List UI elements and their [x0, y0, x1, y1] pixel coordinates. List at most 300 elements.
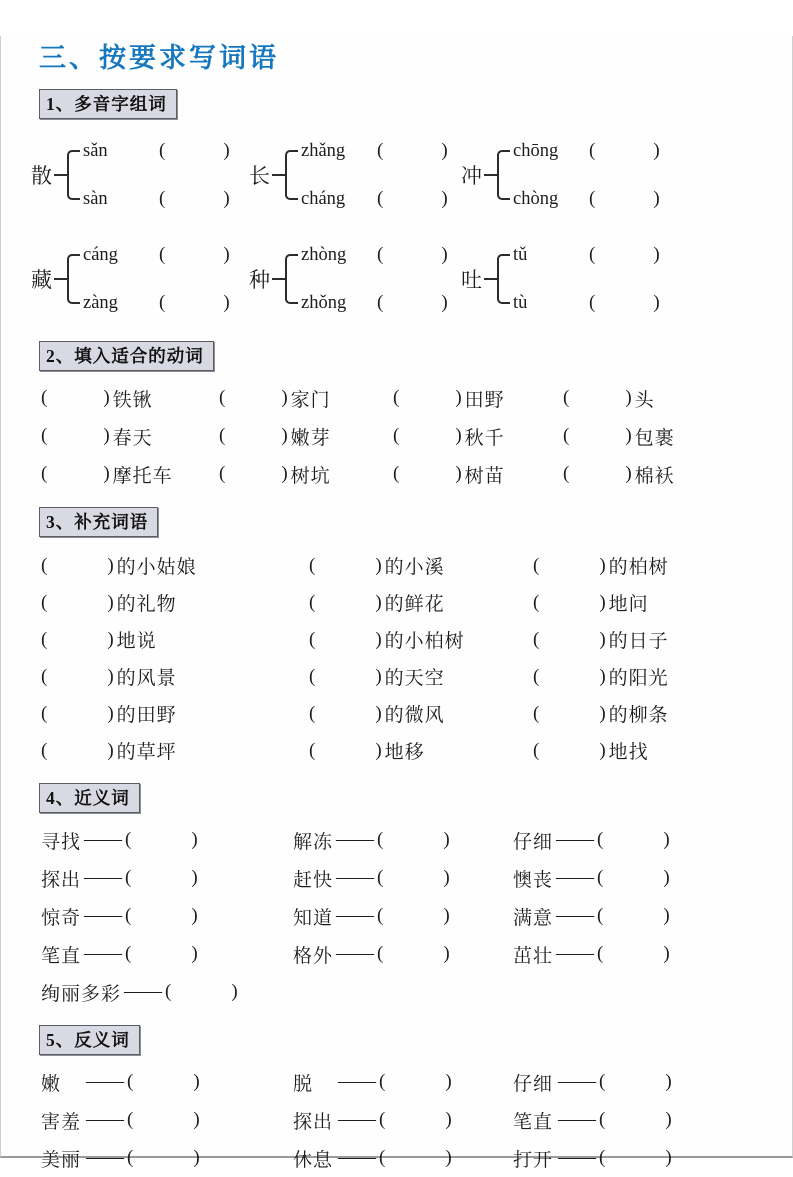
dash-separator: —— — [336, 905, 375, 926]
open-paren: ( — [377, 943, 384, 964]
dash-separator: —— — [84, 943, 123, 964]
blank-gap — [315, 639, 375, 640]
phrase-item — [309, 547, 533, 584]
polyphone-character: 种 — [249, 268, 270, 292]
phrase-text: 的小姑娘 — [116, 557, 197, 578]
phrase-text: 地说 — [116, 631, 157, 652]
close-paren: ) — [375, 628, 382, 650]
reading-row — [83, 127, 230, 175]
reading-row — [83, 175, 230, 223]
brace-connector — [484, 278, 497, 280]
dash-separator: —— — [556, 829, 595, 850]
verb-item — [41, 379, 219, 417]
open-paren: ( — [159, 140, 166, 161]
dash-separator: —— — [336, 943, 375, 964]
phrase-text: 的草坪 — [116, 742, 177, 763]
synonym-word: 解冻 — [293, 831, 334, 853]
answer-blank — [377, 188, 448, 210]
blank-gap — [47, 750, 107, 751]
antonym-item — [293, 1101, 513, 1139]
blank-gap — [539, 676, 599, 677]
open-paren: ( — [127, 1109, 134, 1130]
open-paren: ( — [125, 829, 132, 850]
open-paren: ( — [589, 188, 596, 209]
open-paren: ( — [41, 665, 48, 687]
antonym-item — [513, 1063, 792, 1101]
synonym-item — [513, 897, 792, 935]
synonym-item — [293, 821, 513, 859]
open-paren: ( — [159, 188, 166, 209]
answer-blank — [309, 703, 382, 725]
reading-row — [83, 231, 230, 279]
phrase-text: 的田野 — [116, 705, 177, 726]
open-paren: ( — [533, 665, 540, 687]
answer-blank — [533, 740, 606, 762]
blank-gap — [383, 840, 443, 841]
reading-row — [513, 127, 660, 175]
close-paren: ) — [599, 739, 606, 761]
answer-blank — [589, 140, 660, 162]
antonym-item — [41, 1101, 293, 1139]
answer-blank — [125, 867, 198, 889]
synonym-item — [41, 935, 293, 973]
phrase-item — [41, 584, 309, 621]
synonym-item — [293, 859, 513, 897]
open-paren: ( — [309, 702, 316, 724]
open-paren: ( — [219, 463, 226, 484]
verb-item — [393, 417, 563, 455]
verb-noun: 家门 — [290, 389, 331, 411]
close-paren: ) — [625, 387, 632, 408]
close-paren: ) — [663, 905, 670, 926]
synonym-word: 仔细 — [513, 831, 554, 853]
dash-separator: —— — [558, 1071, 596, 1092]
open-paren: ( — [125, 867, 132, 888]
antonym-item — [41, 1063, 293, 1101]
phrase-item — [41, 732, 309, 769]
blank-gap — [315, 750, 375, 751]
pinyin-label: cáng — [83, 244, 118, 265]
answer-blank — [599, 1109, 672, 1131]
answer-blank — [377, 829, 450, 851]
synonym-word: 笔直 — [41, 945, 82, 967]
blank-gap — [385, 1082, 445, 1083]
blank-gap — [539, 639, 599, 640]
antonyms-grid — [41, 1063, 792, 1177]
blank-gap — [165, 151, 223, 152]
answer-blank — [41, 463, 110, 485]
open-paren: ( — [377, 292, 384, 313]
open-paren: ( — [597, 867, 604, 888]
open-paren: ( — [127, 1147, 134, 1168]
answer-blank — [589, 244, 660, 266]
blank-gap — [165, 303, 223, 304]
answer-blank — [159, 292, 230, 314]
answer-blank — [599, 1147, 672, 1169]
phrase-item — [533, 695, 792, 732]
close-paren: ) — [599, 591, 606, 613]
answer-blank — [597, 905, 670, 927]
close-paren: ) — [223, 244, 230, 265]
open-paren: ( — [127, 1071, 134, 1092]
answer-blank — [219, 387, 288, 409]
answer-blank — [379, 1109, 452, 1131]
section-heading-polyphone: 1、多音字组词 — [39, 89, 177, 119]
open-paren: ( — [41, 739, 48, 761]
brace-bracket — [67, 231, 230, 327]
answer-blank — [41, 740, 114, 762]
phrase-item — [309, 658, 533, 695]
open-paren: ( — [393, 463, 400, 484]
open-paren: ( — [377, 244, 384, 265]
blank-gap — [131, 840, 191, 841]
antonym-item — [513, 1139, 792, 1177]
verb-noun: 棉袄 — [634, 465, 675, 487]
close-paren: ) — [193, 1147, 200, 1168]
synonym-word: 探出 — [41, 869, 82, 891]
blank-gap — [399, 474, 455, 475]
answer-blank — [41, 666, 114, 688]
open-paren: ( — [393, 425, 400, 446]
polyphone-character: 散 — [31, 164, 52, 188]
phrase-item — [41, 695, 309, 732]
close-paren: ) — [103, 387, 110, 408]
antonym-word: 嫩 — [41, 1073, 62, 1095]
open-paren: ( — [533, 554, 540, 576]
answer-blank — [41, 629, 114, 651]
answer-blank — [377, 244, 448, 266]
blank-gap — [605, 1158, 665, 1159]
open-paren: ( — [309, 628, 316, 650]
dash-separator: —— — [336, 829, 375, 850]
dash-separator: —— — [124, 981, 163, 1002]
verb-noun: 树坑 — [290, 465, 331, 487]
phrase-item — [41, 658, 309, 695]
phrase-text: 的天空 — [384, 668, 445, 689]
answer-blank — [393, 463, 462, 485]
open-paren: ( — [309, 554, 316, 576]
close-paren: ) — [107, 665, 114, 687]
polyphone-group — [461, 127, 792, 223]
blank-gap — [605, 1082, 665, 1083]
blank-gap — [595, 303, 653, 304]
answer-blank — [309, 666, 382, 688]
close-paren: ) — [445, 1071, 452, 1092]
polyphone-group — [461, 231, 792, 327]
antonym-item — [293, 1139, 513, 1177]
brace-bracket — [67, 127, 230, 223]
brace-bracket — [497, 127, 660, 223]
polyphone-character: 长 — [249, 164, 270, 188]
answer-blank — [41, 592, 114, 614]
phrase-item — [533, 658, 792, 695]
synonyms-grid — [41, 821, 792, 1011]
open-paren: ( — [41, 463, 48, 484]
open-paren: ( — [41, 425, 48, 446]
close-paren: ) — [375, 739, 382, 761]
dash-separator: —— — [556, 867, 595, 888]
blank-gap — [47, 565, 107, 566]
blank-gap — [47, 436, 103, 437]
close-paren: ) — [281, 463, 288, 484]
open-paren: ( — [377, 829, 384, 850]
answer-blank — [125, 943, 198, 965]
verb-noun: 嫩芽 — [290, 427, 331, 449]
verb-item — [563, 379, 792, 417]
polyphone-group — [249, 127, 461, 223]
answer-blank — [41, 555, 114, 577]
verb-item — [219, 379, 393, 417]
answer-blank — [127, 1071, 200, 1093]
answer-blank — [379, 1071, 452, 1093]
verb-noun: 摩托车 — [112, 465, 173, 487]
close-paren: ) — [191, 905, 198, 926]
synonym-item — [293, 935, 513, 973]
open-paren: ( — [597, 943, 604, 964]
answer-blank — [377, 943, 450, 965]
brace-connector — [272, 174, 285, 176]
close-paren: ) — [107, 554, 114, 576]
answer-blank — [127, 1109, 200, 1131]
close-paren: ) — [223, 188, 230, 209]
answer-blank — [533, 703, 606, 725]
phrase-text: 的柳条 — [608, 705, 669, 726]
blank-gap — [315, 676, 375, 677]
reading-row — [83, 279, 230, 327]
open-paren: ( — [599, 1071, 606, 1092]
blank-gap — [383, 255, 441, 256]
phrase-text: 的柏树 — [608, 557, 669, 578]
reading-row — [513, 231, 660, 279]
answer-blank — [597, 867, 670, 889]
open-paren: ( — [393, 387, 400, 408]
synonym-word: 惊奇 — [41, 907, 82, 929]
blank-gap — [383, 878, 443, 879]
open-paren: ( — [563, 425, 570, 446]
open-paren: ( — [41, 554, 48, 576]
close-paren: ) — [653, 188, 660, 209]
phrase-item — [309, 695, 533, 732]
open-paren: ( — [219, 387, 226, 408]
open-paren: ( — [533, 628, 540, 650]
brace-connector — [54, 278, 67, 280]
answer-blank — [589, 292, 660, 314]
blank-gap — [47, 602, 107, 603]
blank-gap — [47, 398, 103, 399]
answer-blank — [377, 867, 450, 889]
blank-gap — [47, 676, 107, 677]
blank-gap — [315, 565, 375, 566]
phrase-text: 地找 — [608, 742, 649, 763]
pinyin-label: chōng — [513, 140, 559, 161]
open-paren: ( — [533, 591, 540, 613]
close-paren: ) — [441, 244, 448, 265]
close-paren: ) — [599, 554, 606, 576]
close-paren: ) — [223, 292, 230, 313]
synonym-word: 赶快 — [293, 869, 334, 891]
phrase-text: 地问 — [608, 594, 649, 615]
answer-blank — [219, 463, 288, 485]
open-paren: ( — [41, 387, 48, 408]
close-paren: ) — [441, 140, 448, 161]
antonym-item — [41, 1139, 293, 1177]
verb-noun: 头 — [634, 389, 655, 411]
blank-gap — [399, 398, 455, 399]
answer-blank — [393, 425, 462, 447]
synonym-word: 绚丽多彩 — [41, 983, 122, 1005]
antonym-word: 脱 — [293, 1073, 314, 1095]
open-paren: ( — [377, 867, 384, 888]
blank-gap — [385, 1158, 445, 1159]
close-paren: ) — [281, 387, 288, 408]
pinyin-label: zhòng — [301, 244, 347, 265]
page-title: 三、按要求写词语 — [39, 43, 279, 73]
brace-connector — [272, 278, 285, 280]
synonym-item — [41, 897, 293, 935]
blank-gap — [383, 916, 443, 917]
brace-bracket — [285, 231, 448, 327]
blank-gap — [383, 954, 443, 955]
close-paren: ) — [663, 867, 670, 888]
antonym-word: 仔细 — [513, 1073, 554, 1095]
close-paren: ) — [375, 702, 382, 724]
open-paren: ( — [309, 591, 316, 613]
antonym-item — [513, 1101, 792, 1139]
dash-separator: —— — [556, 905, 595, 926]
phrase-item — [533, 547, 792, 584]
blank-gap — [595, 255, 653, 256]
open-paren: ( — [589, 244, 596, 265]
close-paren: ) — [107, 739, 114, 761]
blank-gap — [605, 1120, 665, 1121]
answer-blank — [125, 829, 198, 851]
verbs-grid — [41, 379, 792, 493]
blank-gap — [131, 916, 191, 917]
answer-blank — [533, 592, 606, 614]
dash-separator: —— — [86, 1071, 124, 1092]
reading-row — [301, 231, 448, 279]
close-paren: ) — [445, 1109, 452, 1130]
answer-blank — [41, 425, 110, 447]
verb-item — [563, 417, 792, 455]
answer-blank — [379, 1147, 452, 1169]
open-paren: ( — [159, 292, 166, 313]
pinyin-label: cháng — [301, 188, 346, 209]
pinyin-label: chòng — [513, 188, 559, 209]
open-paren: ( — [377, 905, 384, 926]
phrase-text: 地移 — [384, 742, 425, 763]
blank-gap — [383, 151, 441, 152]
answer-blank — [597, 829, 670, 851]
open-paren: ( — [533, 702, 540, 724]
verb-noun: 秋千 — [464, 427, 505, 449]
antonym-word: 休息 — [293, 1149, 334, 1171]
open-paren: ( — [589, 292, 596, 313]
section-heading-complete: 3、补充词语 — [39, 507, 158, 537]
close-paren: ) — [375, 591, 382, 613]
answer-blank — [41, 387, 110, 409]
close-paren: ) — [103, 425, 110, 446]
synonym-word: 满意 — [513, 907, 554, 929]
open-paren: ( — [125, 943, 132, 964]
open-paren: ( — [563, 387, 570, 408]
blank-gap — [133, 1120, 193, 1121]
open-paren: ( — [533, 739, 540, 761]
close-paren: ) — [231, 981, 238, 1002]
blank-gap — [603, 916, 663, 917]
verb-noun: 树苗 — [464, 465, 505, 487]
open-paren: ( — [165, 981, 172, 1002]
synonym-word: 寻找 — [41, 831, 82, 853]
close-paren: ) — [375, 554, 382, 576]
phrase-item — [309, 584, 533, 621]
open-paren: ( — [379, 1071, 386, 1092]
verb-item — [563, 455, 792, 493]
answer-blank — [533, 555, 606, 577]
close-paren: ) — [443, 943, 450, 964]
blank-gap — [225, 436, 281, 437]
dash-separator: —— — [86, 1147, 124, 1168]
blank-gap — [539, 602, 599, 603]
blank-gap — [165, 255, 223, 256]
close-paren: ) — [665, 1071, 672, 1092]
phrase-item — [309, 621, 533, 658]
open-paren: ( — [41, 702, 48, 724]
dash-separator: —— — [338, 1147, 376, 1168]
blank-gap — [225, 474, 281, 475]
answer-blank — [393, 387, 462, 409]
close-paren: ) — [191, 943, 198, 964]
brace-bracket — [285, 127, 448, 223]
open-paren: ( — [377, 140, 384, 161]
dash-separator: —— — [558, 1147, 596, 1168]
close-paren: ) — [455, 463, 462, 484]
reading-row — [301, 279, 448, 327]
answer-blank — [159, 244, 230, 266]
close-paren: ) — [663, 943, 670, 964]
phrase-text: 的日子 — [608, 631, 669, 652]
open-paren: ( — [599, 1109, 606, 1130]
answer-blank — [159, 140, 230, 162]
close-paren: ) — [441, 292, 448, 313]
close-paren: ) — [455, 425, 462, 446]
close-paren: ) — [663, 829, 670, 850]
close-paren: ) — [191, 867, 198, 888]
phrase-text: 的鲜花 — [384, 594, 445, 615]
answer-blank — [127, 1147, 200, 1169]
open-paren: ( — [597, 905, 604, 926]
section-heading-synonyms: 4、近义词 — [39, 783, 140, 813]
blank-gap — [595, 199, 653, 200]
open-paren: ( — [309, 739, 316, 761]
synonym-item — [41, 973, 792, 1011]
open-paren: ( — [597, 829, 604, 850]
synonym-item — [513, 935, 792, 973]
phrase-text: 的阳光 — [608, 668, 669, 689]
blank-gap — [603, 954, 663, 955]
phrase-item — [41, 547, 309, 584]
open-paren: ( — [159, 244, 166, 265]
synonym-word: 懊丧 — [513, 869, 554, 891]
verb-item — [393, 379, 563, 417]
dash-separator: —— — [336, 867, 375, 888]
answer-blank — [597, 943, 670, 965]
close-paren: ) — [103, 463, 110, 484]
verb-item — [41, 417, 219, 455]
close-paren: ) — [599, 702, 606, 724]
blank-gap — [569, 474, 625, 475]
open-paren: ( — [379, 1147, 386, 1168]
